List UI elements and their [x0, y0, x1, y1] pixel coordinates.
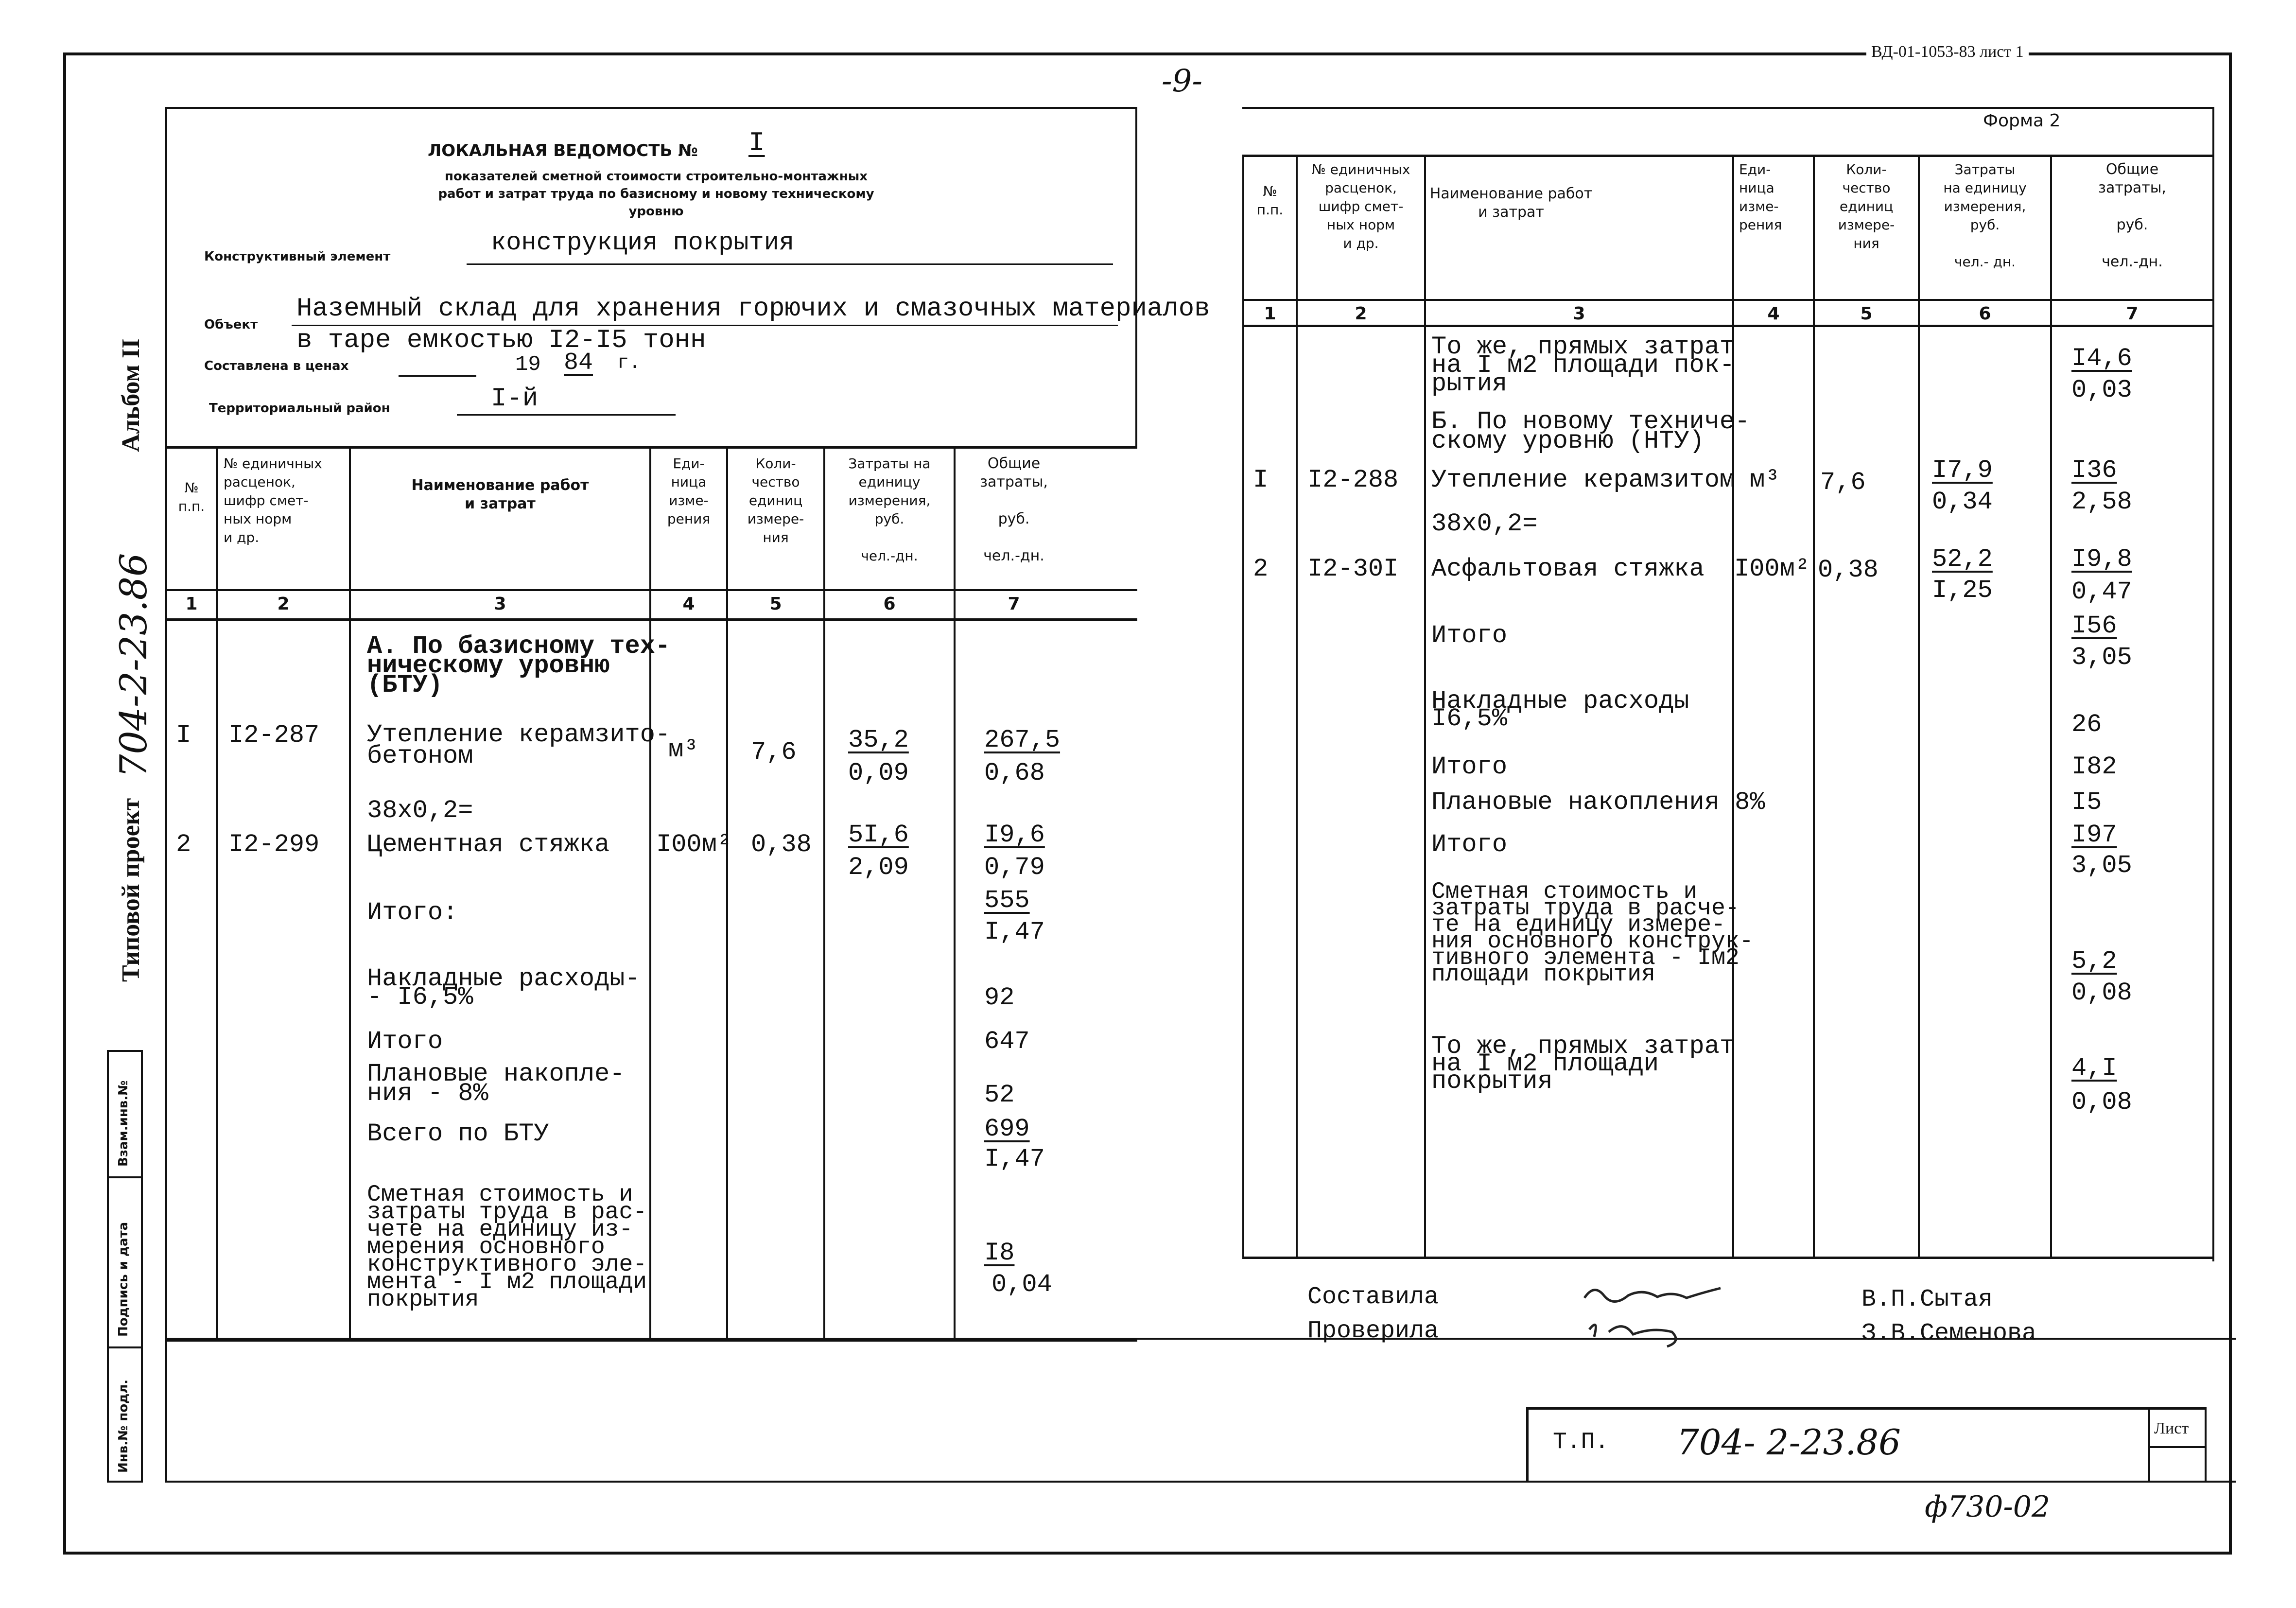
rcol-num-2: 2 [1355, 304, 1367, 324]
left-total-btu-rub: 699 [984, 1115, 1030, 1143]
right-itogo2-value: I82 [2071, 752, 2117, 781]
left-row1-cost-rub: 35,2 [848, 726, 909, 754]
left-row1-code: I2-287 [228, 721, 320, 750]
right-itogo1-labor: 3,05 [2071, 643, 2132, 672]
right-itogo1-label: Итого [1431, 621, 1508, 650]
stamp-border-mid [141, 1050, 143, 1483]
right-same-direct-label: То же, прямых затрат на I м2 площади пок- рытия [1431, 332, 1735, 398]
right-table-top [1242, 155, 2214, 157]
lcol-4-header: Еди- ница изме- рения [667, 455, 711, 527]
tp-code-handwritten: 704- 2-23.86 [1677, 1422, 1901, 1463]
album-label: Альбом II [117, 338, 145, 452]
right-row2-qty: 0,38 [1818, 556, 1879, 584]
page-number: -9- [1162, 63, 1202, 99]
region-label: Территориальный район [209, 401, 390, 416]
stamp-replace: Взам.инв.№ [116, 1080, 131, 1167]
left-overhead-label: Накладные расходы- - I6,5% [367, 964, 640, 1012]
stamp-signature-date: Подпись и дата [116, 1222, 131, 1337]
prices-century: 19 [515, 352, 541, 377]
lcol-1-header: № п.п. [178, 480, 205, 514]
right-row1-total-rub: I36 [2071, 456, 2117, 485]
right-overhead-label: Накладные расходы I6,5% [1431, 687, 1689, 733]
left-panel-border [165, 107, 167, 1483]
right-row1-total-labor: 2,58 [2071, 488, 2132, 516]
rcol-6-header: Затраты на единицу измерения, руб. чел.- дн. [1943, 161, 2027, 270]
rcol-4-header: Еди- ница изме- рения [1739, 161, 1782, 233]
right-itogo3-labor: 3,05 [2071, 851, 2132, 880]
left-itogo2-label: Итого [367, 1027, 443, 1056]
lcol-6-header: Затраты на единицу измерения, руб. чел.-дн. [848, 455, 931, 564]
right-plan-label: Плановые накопления 8% [1431, 788, 1765, 817]
left-plan-value: 52 [984, 1081, 1015, 1109]
element-value: конструкция покрытия [491, 228, 795, 257]
left-row1-cost-labor: 0,09 [848, 759, 909, 787]
rcol-7-header: Общие затраты, руб. чел.-дн. [2098, 161, 2166, 270]
prices-year: 84 [564, 349, 593, 377]
object-value-line1: Наземный склад для хранения горючих и смазочных материалов [296, 294, 1210, 324]
right-itogo1-rub: I56 [2071, 612, 2117, 640]
left-total-btu-label: Всего по БТУ [367, 1119, 549, 1148]
left-estimate-label: Сметная стоимость и затраты труда в рас- чете на единицу из- мерения основного конструктивного эле- мента - I м2 площади покрытия [367, 1182, 647, 1313]
right-itogo2-label: Итого [1431, 752, 1508, 781]
left-itogo1-labor: I,47 [984, 918, 1045, 946]
handwritten-signatures [1575, 1274, 1750, 1351]
right-row1-cost-rub: I7,9 [1932, 456, 1993, 485]
right-row2-number: 2 [1253, 555, 1269, 583]
lcol-num-3: 3 [494, 594, 506, 614]
lcol-num-6: 6 [883, 594, 896, 614]
right-row1-qty: 7,6 [1820, 468, 1866, 497]
rcol-num-3: 3 [1573, 304, 1585, 324]
left-overhead-value: 92 [984, 983, 1015, 1012]
left-row1-calc: 38х0,2= [367, 796, 473, 825]
lcol-7-header: Общие затраты, руб. чел.-дн. [980, 455, 1048, 564]
prices-label: Составлена в ценах [204, 359, 349, 373]
rcol-num-5: 5 [1860, 304, 1873, 324]
left-row1-unit: м³ [668, 735, 699, 764]
rcol-5-header: Коли- чество единиц измере- ния [1838, 161, 1895, 251]
right-same-direct-labor: 0,03 [2071, 376, 2132, 404]
lcol-5-header: Коли- чество единиц измере- ния [747, 455, 804, 545]
prices-g: г. [617, 352, 641, 374]
right-row1-calc: 38х0,2= [1431, 509, 1538, 538]
left-row2-total-rub: I9,6 [984, 821, 1045, 849]
sheet-label: Лист [2154, 1419, 2189, 1437]
rcol-num-4: 4 [1767, 304, 1780, 324]
title-block [1526, 1407, 1529, 1483]
object-label: Объект [204, 317, 258, 332]
left-itogo1-rub: 555 [984, 886, 1030, 915]
right-section-b: Б. По новому техниче- скому уровню (НТУ) [1431, 407, 1750, 455]
right-plan-value: I5 [2071, 788, 2102, 817]
rcol-num-6: 6 [1979, 304, 1991, 324]
right-row2-name: Асфальтовая стяжка [1431, 555, 1705, 583]
rcol-num-7: 7 [2126, 304, 2139, 324]
left-row2-code: I2-299 [228, 830, 320, 859]
frame-right [2229, 52, 2232, 1555]
rcol-1-header: № п.п. [1256, 183, 1284, 218]
lcol-num-7: 7 [1008, 594, 1020, 614]
left-row1-total-labor: 0,68 [984, 759, 1045, 787]
right-row2-unit: I00м² [1734, 555, 1810, 583]
stamp-border-left [107, 1050, 109, 1483]
lcol-num-1: 1 [185, 594, 198, 614]
lcol-num-4: 4 [682, 594, 695, 614]
right-same-direct2-rub: 4,I [2071, 1054, 2117, 1083]
project-label: Типовой проект [117, 798, 145, 982]
right-row1-number: I [1253, 466, 1269, 494]
left-section-a: А. По базисному тех- ническому уровню (БТУ) [367, 632, 671, 699]
tp-label: Т.П. [1553, 1429, 1609, 1455]
right-estimate-labor: 0,08 [2071, 979, 2132, 1007]
right-row2-cost-rub: 52,2 [1932, 545, 1993, 574]
left-plan-label: Плановые накопле- ния - 8% [367, 1060, 625, 1108]
element-label: Конструктивный элемент [204, 249, 391, 264]
left-total-btu-labor: I,47 [984, 1145, 1045, 1173]
left-estimate-labor: 0,04 [991, 1270, 1052, 1299]
rcol-num-1: 1 [1264, 304, 1276, 324]
bottom-code-handwritten: ф730-02 [1925, 1490, 2051, 1524]
project-code-handwritten: 704-2-23.86 [112, 553, 155, 778]
lcol-3-header: Наименование работ и затрат [411, 477, 589, 512]
left-row2-number: 2 [176, 830, 191, 859]
left-itogo2-value: 647 [984, 1027, 1030, 1056]
frame-left [63, 52, 66, 1555]
rcol-3-header: Наименование работ и затрат [1429, 185, 1593, 221]
left-row1-total-rub: 267,5 [984, 726, 1061, 754]
rcol-2-header: № единичных расценок, шифр смет- ных норм и др. [1311, 161, 1410, 251]
left-row1-qty: 7,6 [751, 738, 797, 767]
right-same-direct-rub: I4,6 [2071, 344, 2132, 373]
right-row2-total-labor: 0,47 [2071, 577, 2132, 606]
right-row1-code: I2-288 [1307, 466, 1399, 494]
checked-label: Проверила [1307, 1317, 1439, 1345]
left-itogo1-label: Итого: [367, 898, 458, 927]
form-label: Форма 2 [1983, 111, 2061, 131]
left-row2-total-labor: 0,79 [984, 853, 1045, 882]
left-row2-qty: 0,38 [751, 830, 812, 859]
left-estimate-rub: I8 [984, 1239, 1015, 1267]
left-row2-name: Цементная стяжка [367, 830, 610, 859]
left-row1-number: I [176, 721, 191, 750]
checker-name: З.В.Семенова [1861, 1320, 2037, 1347]
right-row2-code: I2-30I [1307, 555, 1399, 583]
statement-title: ЛОКАЛЬНАЯ ВЕДОМОСТЬ № [428, 141, 698, 160]
left-row2-unit: I00м² [656, 830, 732, 859]
region-value: I-й [491, 384, 539, 414]
composer-name: В.П.Сытая [1861, 1286, 1993, 1313]
right-itogo3-rub: I97 [2071, 821, 2117, 849]
right-itogo3-label: Итого [1431, 830, 1508, 859]
object-value-line2: в таре емкостью I2-I5 тонн [296, 326, 706, 355]
left-row2-cost-rub: 5I,6 [848, 821, 909, 849]
right-estimate-label: Сметная стоимость и затраты труда в расче- те на единицу измере- ния основного конструк- тивного элемента - Iм2 площади покрытия [1431, 879, 1754, 988]
right-same-direct2-label: То же, прямых затрат на I м2 площади покрытия [1431, 1032, 1735, 1096]
right-row1-name: Утепление керамзитом [1431, 466, 1735, 494]
lcol-num-2: 2 [277, 594, 290, 614]
lcol-2-header: № единичных расценок, шифр смет- ных норм и др. [224, 455, 322, 545]
statement-number: I [748, 127, 765, 158]
right-same-direct2-labor: 0,08 [2071, 1088, 2132, 1117]
statement-subtitle: показателей сметной стоимости строительно-монтажных работ и затрат труда по базисному и новому техническому уровню [438, 169, 874, 219]
left-table-top [165, 446, 1137, 449]
lcol-num-5: 5 [769, 594, 782, 614]
stamp-inventory: Инв.№ подл. [116, 1379, 131, 1473]
composed-label: Составила [1307, 1283, 1439, 1311]
right-row2-cost-labor: I,25 [1932, 576, 1993, 605]
left-row2-cost-labor: 2,09 [848, 853, 909, 882]
right-row1-cost-labor: 0,34 [1932, 488, 1993, 516]
right-estimate-rub: 5,2 [2071, 947, 2117, 976]
right-overhead-value: 26 [2071, 710, 2102, 739]
frame-bottom [63, 1552, 2232, 1555]
top-code: ВД-01-1053-83 лист 1 [1866, 43, 2029, 61]
right-row2-total-rub: I9,8 [2071, 545, 2132, 574]
left-row1-name: Утепление керамзито- бетоном [367, 720, 671, 770]
right-row1-unit: м³ [1750, 466, 1780, 494]
